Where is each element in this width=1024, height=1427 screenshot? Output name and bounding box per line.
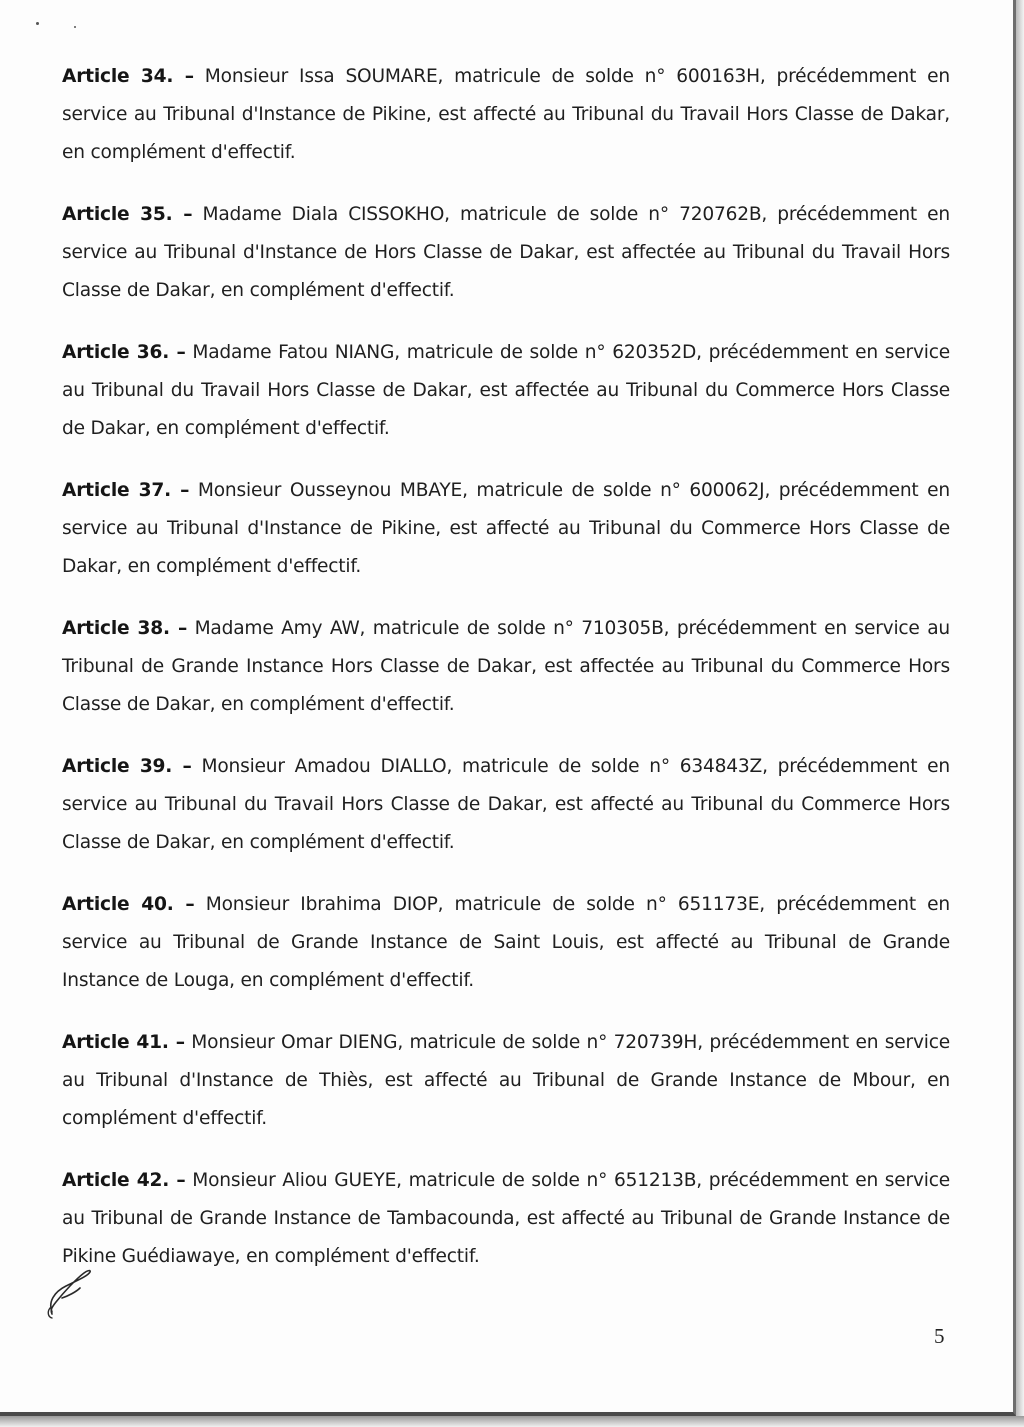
article-35 — [62, 196, 950, 310]
article-heading: Article 39. – — [62, 756, 192, 777]
article-body: Monsieur Ibrahima DIOP, matricule de solde n° 651173E, précédemment en service au Tribunal de Grande Instance de Saint Louis, est affecté au Tribunal de Grande Instance de Louga, en complément d'effectif. — [62, 894, 950, 991]
article-41 — [62, 1024, 950, 1138]
article-38 — [62, 610, 950, 724]
scan-speck — [74, 26, 76, 28]
article-body: Monsieur Amadou DIALLO, matricule de solde n° 634843Z, précédemment en service au Tribunal du Travail Hors Classe de Dakar, est affecté au Tribunal du Commerce Hors Classe de Dakar, en complément d'effectif. — [62, 756, 950, 853]
article-body: Monsieur Aliou GUEYE, matricule de solde n° 651213B, précédemment en service au Tribunal de Grande Instance de Tambacounda, est affecté au Tribunal de Grande Instance de Pikine Guédiawaye, en complément d'effectif. — [62, 1170, 950, 1267]
article-heading: Article 40. – — [62, 894, 195, 915]
scan-speck — [36, 22, 39, 25]
initials-signature — [38, 1262, 100, 1324]
article-42 — [62, 1162, 950, 1276]
article-heading: Article 41. – — [62, 1032, 185, 1053]
article-heading: Article 35. – — [62, 204, 193, 225]
article-heading: Article 38. – — [62, 618, 188, 639]
article-40 — [62, 886, 950, 1000]
article-list — [62, 58, 950, 1300]
article-39 — [62, 748, 950, 862]
article-heading: Article 34. – — [62, 66, 194, 87]
page-number: 5 — [934, 1324, 945, 1348]
scan-shadow-right — [1016, 0, 1024, 1427]
article-heading: Article 37. – — [62, 480, 190, 501]
article-heading: Article 36. – — [62, 342, 186, 363]
article-body: Madame Fatou NIANG, matricule de solde n° 620352D, précédemment en service au Tribunal du Travail Hors Classe de Dakar, est affectée au Tribunal du Commerce Hors Classe de Dakar, en complément d'effectif. — [62, 342, 950, 439]
article-34 — [62, 58, 950, 172]
article-body: Monsieur Omar DIENG, matricule de solde n° 720739H, précédemment en service au Tribunal d'Instance de Thiès, est affecté au Tribunal de Grande Instance de Mbour, en complément d'effectif. — [62, 1032, 950, 1129]
article-37 — [62, 472, 950, 586]
article-body: Monsieur Ousseynou MBAYE, matricule de solde n° 600062J, précédemment en service au Tribunal d'Instance de Pikine, est affecté au Tribunal du Commerce Hors Classe de Dakar, en complément d'effectif. — [62, 480, 950, 577]
article-heading: Article 42. – — [62, 1170, 186, 1191]
scan-shadow-bottom — [0, 1416, 1024, 1427]
article-body: Madame Diala CISSOKHO, matricule de solde n° 720762B, précédemment en service au Tribunal d'Instance de Hors Classe de Dakar, est affectée au Tribunal du Travail Hors Classe de Dakar, en complément d'effectif. — [62, 204, 950, 301]
article-36 — [62, 334, 950, 448]
article-body: Madame Amy AW, matricule de solde n° 710305B, précédemment en service au Tribunal de Grande Instance Hors Classe de Dakar, est affectée au Tribunal du Commerce Hors Classe de Dakar, en complément d'effectif. — [62, 618, 950, 715]
article-body: Monsieur Issa SOUMARE, matricule de solde n° 600163H, précédemment en service au Tribunal d'Instance de Pikine, est affecté au Tribunal du Travail Hors Classe de Dakar, en complément d'effectif. — [62, 66, 950, 163]
